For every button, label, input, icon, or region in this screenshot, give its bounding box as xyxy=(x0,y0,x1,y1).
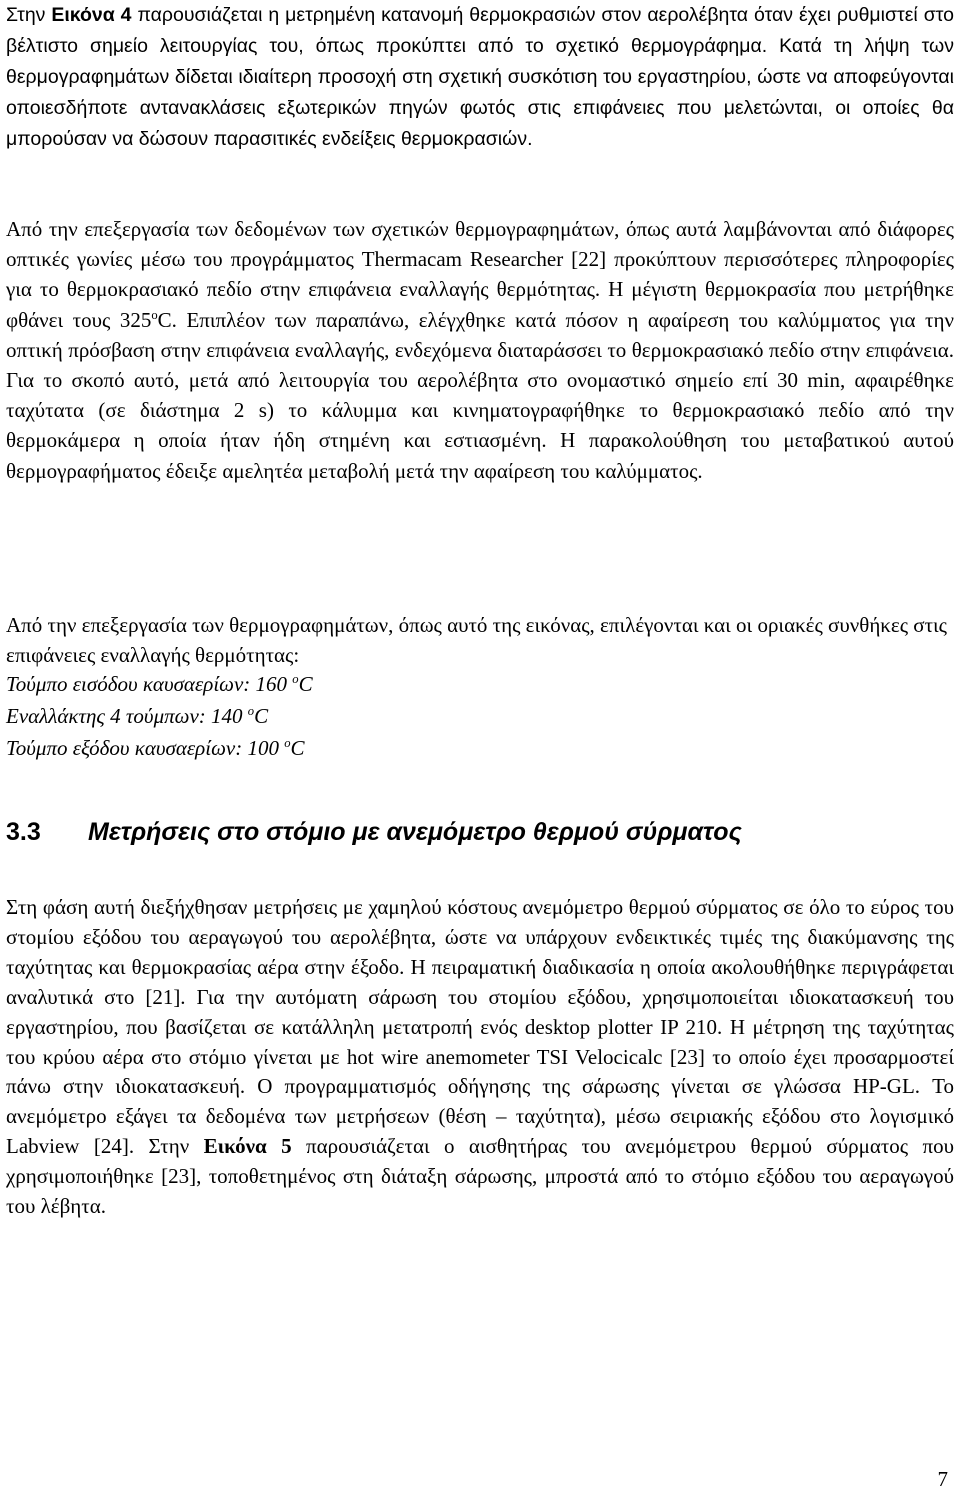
degree-superscript: o xyxy=(284,736,291,750)
figure-ref-4: Εικόνα 4 xyxy=(51,4,132,26)
paragraph-text-after: παρουσιάζεται ο αισθητήρας του ανεμόμετρου θερμού σύρματος που χρησιμοποιήθηκε [23], τοποθετημένος στη διάταξη σάρωσης, μπροστά από το στόμιο εξόδου του αεραγωγού του λέβητα. xyxy=(6,1134,954,1219)
page-number: 7 xyxy=(937,1467,948,1491)
degree-superscript: o xyxy=(247,704,255,718)
paragraph-text-before: Από την επεξεργασία των δεδομένων των σχετικών θερμογραφημάτων, όπως αυτά λαμβάνονται από διάφορες οπτικές γωνίες μέσω του προγράμματος Thermacam Researcher [22] προκύπτουν περισσότερες πληροφορίες για το θερμοκρασιακό πεδίο στην επιφάνεια εναλλαγής θερμότητας. Η μέγιστη θερμοκρασία που μετρήθηκε φθάνει τους 325 xyxy=(6,217,954,332)
paragraph-text-after: C. Επιπλέον των παραπάνω, ελέγχθηκε κατά πόσον η αφαίρεση του καλύμματος για την οπτική πρόσβαση στην επιφάνεια εναλλαγής, ενδεχόμενα διαταράσσει το θερμοκρασιακό πεδίο στην επιφάνεια. Για το σκοπό αυτό, μετά από λειτουργία του αερολέβητα στο ονομαστικό σημείο επί 30 min, αφαιρέθηκε ταχύτατα (σε διάστημα 2 s) το κάλυμμα και κινηματογραφήθηκε το θερμοκρασιακό πεδίο από την θερμοκάμερα η οποία ήταν ήδη στημένη και εστιασμένη. Η παρακολούθηση του μεταβατικού αυτού θερμογραφήματος έδειξε αμελητέα μεταβολή μετά την αφαίρεση του καλύμματος. xyxy=(6,307,954,483)
paragraph-figure4-description xyxy=(6,0,954,155)
limit-unit: C xyxy=(298,672,313,696)
limit-unit: C xyxy=(290,736,305,760)
paragraph-intro: Στην xyxy=(6,4,52,26)
paragraph-text-before: Στη φάση αυτή διεξήχθησαν μετρήσεις με χαμηλού κόστους ανεμόμετρο θερμού σύρματος σε όλο το εύρος του στομίου εξόδου του αεραγωγού του αερολέβητα, ώστε να υπάρχουν ενδεικτικές τιμές της διακύμανσης της ταχύτητας και θερμοκρασίας αέρα στην έξοδο. Η πειραματική διαδικασία η οποία ακολουθήθηκε περιγράφεται αναλυτικά στο [21]. Για την αυτόματη σάρωση του στομίου εξόδου, χρησιμοποιείται ιδιοκατασκευή του εργαστηρίου, που βασίζεται σε κατάλληλη μετατροπή ενός desktop plotter IP 210. Η μέτρηση της ταχύτητας του κρύου αέρα στο στόμιο γίνεται με hot wire anemometer TSI Velocicalc [23] το οποίο έχει προσαρμοστεί πάνω στην ιδιοκατασκευή. Ο προγραμματισμός οδήγησης της σάρωσης γίνεται σε γλώσσα HP-GL. Το ανεμόμετρο εξάγει τα δεδομένα των μετρήσεων (θέση – ταχύτητα), μέσω σειριακής εξόδου στο λογισμικό Labview [24]. Στην xyxy=(6,895,954,1159)
paragraph-text: παρουσιάζεται η μετρημένη κατανομή θερμοκρασιών στον αερολέβητα όταν έχει ρυθμιστεί στο βέλτιστο σημείο λειτουργίας του, όπως προκύπτει από το σχετικό θερμογράφημα. Κατά τη λήψη των θερμογραφημάτων δίδεται ιδιαίτερη προσοχή στη σχετική συσκότιση του εργαστηρίου, ώστε να αποφεύγονται οποιεσδήποτε αντανακλάσεις εξωτερικών πηγών φωτός στις επιφάνειες που μελετώνται, οι οποίες θα μπορούσαν να δώσουν παρασιτικές ενδείξεις θερμοκρασιών. xyxy=(6,4,954,150)
limit-unit: C xyxy=(254,704,269,728)
limit-label: Τούμπο εισόδου καυσαερίων: 160 xyxy=(6,672,293,696)
degree-superscript: o xyxy=(151,307,158,322)
limit-inlet-tube xyxy=(6,672,313,697)
paragraph-anemometer-measurements xyxy=(6,893,954,1222)
section-title: Μετρήσεις στο στόμιο με ανεμόμετρο θερμού σύρματος xyxy=(88,818,742,846)
paragraph-boundary-conditions: Από την επεξεργασία των θερμογραφημάτων, όπως αυτό της εικόνας, επιλέγονται και οι οριακές συνθήκες στις επιφάνειες εναλλαγής θερμότητας: xyxy=(6,613,947,668)
limit-exchanger xyxy=(6,704,268,729)
figure-ref-5: Εικόνα 5 xyxy=(203,1134,292,1159)
limit-label: Εναλλάκτης 4 τούμπων: 140 xyxy=(6,704,248,728)
degree-superscript: o xyxy=(292,672,299,686)
section-heading xyxy=(6,818,742,847)
paragraph-thermograph-processing xyxy=(6,214,954,486)
section-number: 3.3 xyxy=(6,818,41,846)
limit-label: Τούμπο εξόδου καυσαερίων: 100 xyxy=(6,736,285,760)
limit-outlet-tube xyxy=(6,736,305,761)
